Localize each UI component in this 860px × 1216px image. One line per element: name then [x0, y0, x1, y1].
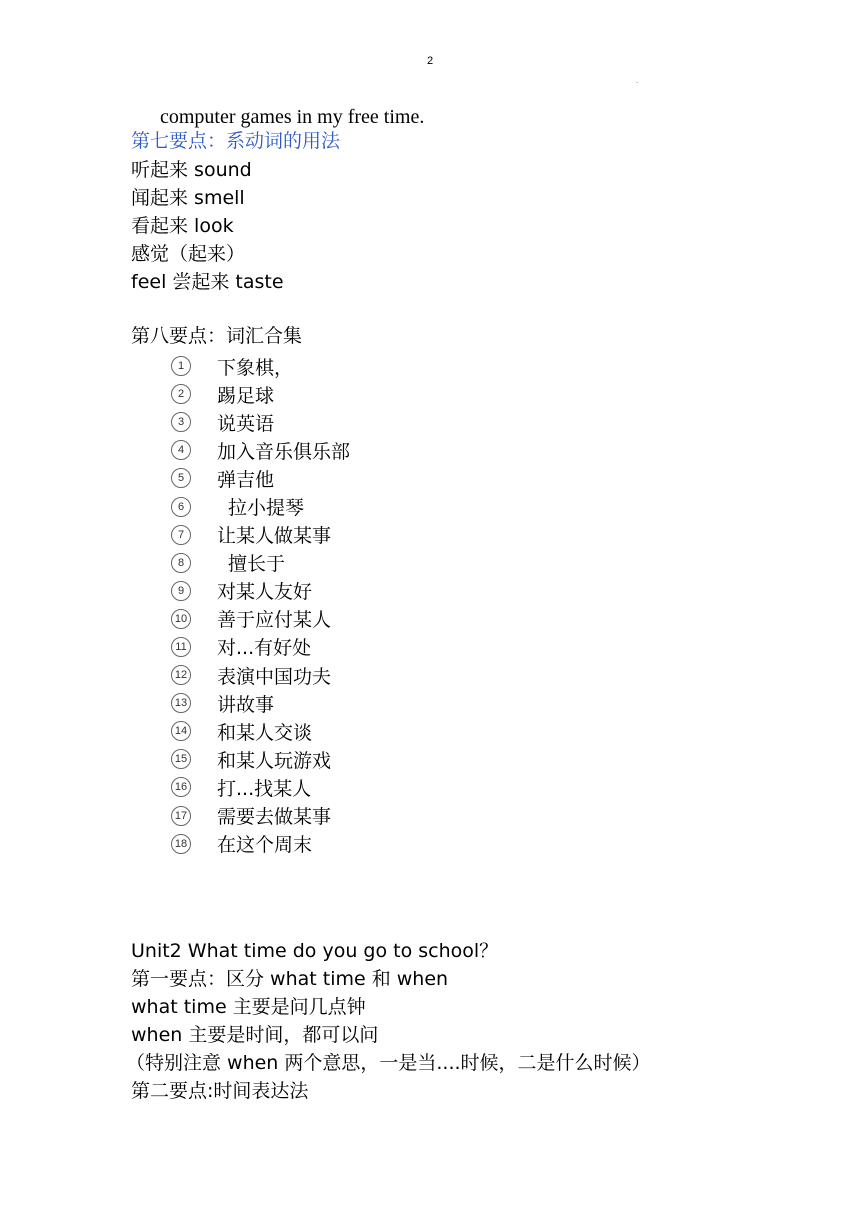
vocab-text: 弹吉他 — [217, 468, 275, 491]
note-when: when 主要是时间，都可以问 — [131, 1024, 379, 1046]
circled-number: 13 — [171, 693, 191, 713]
list-item — [171, 633, 350, 661]
circled-number: 5 — [171, 468, 191, 488]
vocab-text: 对...有好处 — [217, 637, 312, 660]
linking-verb-smell: 闻起来 smell — [131, 187, 245, 209]
note-when-meanings: （特别注意 when 两个意思，一是当....时候，二是什么时候） — [126, 1052, 651, 1074]
vocab-text: 需要去做某事 — [217, 806, 332, 829]
continuation-line: computer games in my free time. — [160, 106, 425, 128]
vocab-text: 对某人友好 — [217, 581, 313, 604]
list-item — [171, 492, 350, 520]
circled-number: 18 — [171, 834, 191, 854]
circled-number: 1 — [171, 356, 191, 376]
circled-number: 2 — [171, 384, 191, 404]
circled-number: 11 — [171, 637, 191, 657]
section-heading-7: 第七要点：系动词的用法 — [131, 130, 341, 152]
list-item — [171, 549, 350, 577]
vocab-text: 拉小提琴 — [228, 497, 305, 520]
circled-number: 3 — [171, 412, 191, 432]
list-item — [171, 661, 350, 689]
list-item — [171, 521, 350, 549]
list-item — [171, 830, 350, 858]
circled-number: 7 — [171, 525, 191, 545]
vocab-text: 擅长于 — [228, 553, 286, 576]
unit-title: Unit2 What time do you go to school？ — [131, 940, 499, 962]
section-heading-2: 第二要点:时间表达法 — [131, 1080, 309, 1102]
vocab-text: 加入音乐俱乐部 — [217, 440, 351, 463]
list-item — [171, 605, 350, 633]
vocab-text: 表演中国功夫 — [217, 665, 332, 688]
circled-number: 4 — [171, 440, 191, 460]
list-item — [171, 464, 350, 492]
circled-number: 10 — [171, 609, 191, 629]
vocab-text: 善于应付某人 — [217, 609, 332, 632]
circled-number: 15 — [171, 749, 191, 769]
linking-verb-sound: 听起来 sound — [131, 159, 252, 181]
vocab-text: 打...找某人 — [217, 777, 312, 800]
list-item — [171, 745, 350, 773]
vocab-text: 在这个周末 — [217, 834, 313, 857]
section-heading-8: 第八要点：词汇合集 — [131, 325, 303, 347]
linking-verb-taste: feel 尝起来 taste — [131, 271, 284, 293]
circled-number: 14 — [171, 721, 191, 741]
list-item — [171, 717, 350, 745]
vocab-text: 和某人玩游戏 — [217, 749, 332, 772]
list-item — [171, 802, 350, 830]
linking-verb-look: 看起来 look — [131, 215, 234, 237]
circled-number: 9 — [171, 581, 191, 601]
circled-number: 6 — [171, 497, 191, 517]
corner-dot-mark: . — [636, 76, 639, 85]
list-item — [171, 380, 350, 408]
vocab-text: 踢足球 — [217, 384, 275, 407]
list-item — [171, 436, 350, 464]
vocab-list — [171, 352, 350, 858]
circled-number: 17 — [171, 806, 191, 826]
list-item — [171, 352, 350, 380]
vocab-text: 说英语 — [217, 412, 275, 435]
vocab-text: 和某人交谈 — [217, 721, 313, 744]
list-item — [171, 577, 350, 605]
page-number: 2 — [426, 55, 434, 67]
linking-verb-feel: 感觉（起来） — [131, 243, 246, 265]
vocab-text: 让某人做某事 — [217, 525, 332, 548]
vocab-text: 讲故事 — [217, 693, 275, 716]
list-item — [171, 689, 350, 717]
circled-number: 16 — [171, 777, 191, 797]
circled-number: 8 — [171, 553, 191, 573]
section-heading-1: 第一要点：区分 what time 和 when — [131, 968, 449, 990]
vocab-text: 下象棋， — [217, 356, 294, 379]
note-what-time: what time 主要是问几点钟 — [131, 996, 366, 1018]
circled-number: 12 — [171, 665, 191, 685]
list-item — [171, 773, 350, 801]
list-item — [171, 408, 350, 436]
